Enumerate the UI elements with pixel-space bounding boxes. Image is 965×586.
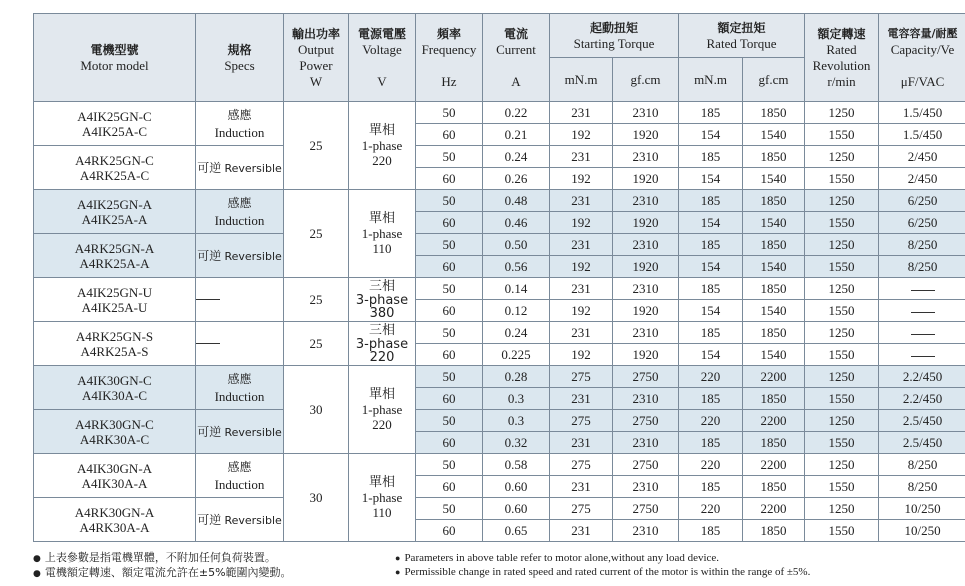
frequency-cell: 50 [416,366,483,388]
start-mnm-cell: 231 [550,278,613,300]
notes-chinese [33,551,292,581]
speed-cell: 1250 [805,410,879,432]
motor-model-name: A4RK25A-C [79,167,150,183]
phase-zh: 單相 [368,211,395,226]
motor-model-cell [34,102,196,146]
spec-zh: 感應 [227,107,252,122]
rated-mnm-cell: 220 [679,366,743,388]
motor-model-name: A4RK30A-C [79,431,150,447]
speed-cell: 1550 [805,476,879,498]
motor-model-name: A4IK25GN-U [76,284,153,300]
start-mnm-cell: 231 [550,146,613,168]
rated-gfcm-cell: 1850 [743,102,805,124]
motor-model-cell [34,498,196,542]
start-gfcm-cell: 2310 [613,476,679,498]
table-row [34,190,965,212]
spec-cell [196,322,284,366]
capacitor-cell: 2.5/450 [879,410,965,432]
spec-label: 可逆 Reversible [197,512,282,527]
spec-cell [196,234,284,278]
start-gfcm-cell: 1920 [613,212,679,234]
motor-model-cell [34,322,196,366]
voltage-cell [349,278,416,322]
spec-cell [196,366,284,410]
dash-mark [911,312,935,313]
start-gfcm-cell: 1920 [613,168,679,190]
voltage-cell [349,454,416,542]
header-model: 電機型號 Motor model [34,14,196,102]
rated-gfcm-cell: 1850 [743,388,805,410]
capacitor-cell [879,300,965,322]
voltage-value: 220 [369,350,395,365]
rated-mnm-cell: 220 [679,454,743,476]
start-mnm-cell: 231 [550,388,613,410]
start-gfcm-cell: 2310 [613,388,679,410]
motor-model-name: A4RK30A-A [79,519,150,535]
start-mnm-cell: 231 [550,190,613,212]
table-row [34,410,965,432]
rated-gfcm-cell: 1540 [743,124,805,146]
speed-cell: 1250 [805,322,879,344]
header-rated-torque-gfcm: gf.cm [743,58,805,102]
spec-cell [196,190,284,234]
rated-mnm-cell: 154 [679,256,743,278]
start-mnm-cell: 275 [550,410,613,432]
table-header [34,14,965,102]
capacitor-cell: 2.2/450 [879,366,965,388]
capacitor-cell: 2.5/450 [879,432,965,454]
current-cell: 0.50 [483,234,550,256]
frequency-cell: 50 [416,102,483,124]
start-gfcm-cell: 2310 [613,102,679,124]
start-mnm-cell: 275 [550,498,613,520]
voltage-cell [349,366,416,454]
spec-en: Induction [214,124,265,140]
current-cell: 0.225 [483,344,550,366]
header-rated-torque: 額定扭矩 Rated Torque [679,14,805,58]
current-cell: 0.46 [483,212,550,234]
speed-cell: 1250 [805,146,879,168]
frequency-cell: 50 [416,278,483,300]
phase-zh: 三相 [368,323,395,338]
speed-cell: 1250 [805,102,879,124]
note-en-1: ● Parameters in above table refer to motor alone,without any load device. [395,552,720,564]
motor-model-name: A4IK25A-C [82,123,147,139]
motor-model-name: A4RK25GN-C [75,152,154,168]
start-gfcm-cell: 1920 [613,344,679,366]
rated-mnm-cell: 220 [679,498,743,520]
note-zh-2: ● 電機額定轉速、額定電流允許在±5%範圍內變動。 [33,566,292,579]
phase-zh: 單相 [368,123,395,138]
start-mnm-cell: 192 [550,256,613,278]
capacitor-cell: 8/250 [879,476,965,498]
phase-zh: 三相 [368,279,395,294]
rated-mnm-cell: 185 [679,476,743,498]
output-cell: 30 [284,454,349,542]
dash-mark [196,299,220,300]
frequency-cell: 50 [416,454,483,476]
frequency-cell: 60 [416,212,483,234]
phase-en: 1-phase [361,402,403,417]
motor-model-name: A4RK25A-S [80,343,149,359]
header-capacitor: 電容容量/耐壓 Capacity/Ve μF/VAC [879,14,965,102]
start-mnm-cell: 192 [550,300,613,322]
phase-zh: 單相 [368,475,395,490]
frequency-cell: 60 [416,124,483,146]
spec-cell [196,278,284,322]
rated-mnm-cell: 185 [679,520,743,542]
capacitor-cell: 2/450 [879,146,965,168]
speed-cell: 1250 [805,234,879,256]
start-gfcm-cell: 2750 [613,366,679,388]
frequency-cell: 50 [416,322,483,344]
spec-cell [196,410,284,454]
speed-cell: 1250 [805,366,879,388]
voltage-value: 110 [372,241,392,256]
motor-model-name: A4IK25GN-C [77,108,152,124]
table-row [34,454,965,476]
rated-mnm-cell: 185 [679,278,743,300]
phase-en: 1-phase [361,490,403,505]
motor-spec-table [33,13,965,542]
capacitor-cell: 2/450 [879,168,965,190]
start-gfcm-cell: 2310 [613,432,679,454]
rated-gfcm-cell: 2200 [743,498,805,520]
header-specs: 規格 Specs [196,14,284,102]
capacitor-cell: 8/250 [879,454,965,476]
start-gfcm-cell: 2310 [613,322,679,344]
note-zh-1: ● 上表參數是指電機單體，不附加任何負荷裝置。 [33,551,276,564]
current-cell: 0.60 [483,498,550,520]
motor-model-name: A4RK30GN-C [75,416,154,432]
motor-model-name: A4RK25GN-S [75,328,154,344]
current-cell: 0.32 [483,432,550,454]
rated-mnm-cell: 185 [679,102,743,124]
table-row [34,322,965,344]
motor-model-name: A4RK30GN-A [74,504,155,520]
start-mnm-cell: 192 [550,124,613,146]
spec-en: Induction [214,388,265,404]
phase-en: 1-phase [361,226,403,241]
capacitor-cell [879,278,965,300]
rated-gfcm-cell: 1850 [743,520,805,542]
table-body [34,102,965,542]
capacitor-cell: 1.5/450 [879,102,965,124]
motor-model-name: A4IK25A-U [81,299,148,315]
motor-model-cell [34,410,196,454]
output-cell: 25 [284,322,349,366]
start-gfcm-cell: 2750 [613,498,679,520]
current-cell: 0.3 [483,388,550,410]
rated-gfcm-cell: 1850 [743,190,805,212]
spec-label: 可逆 Reversible [197,160,282,175]
speed-cell: 1550 [805,344,879,366]
frequency-cell: 60 [416,344,483,366]
voltage-value: 220 [372,153,392,168]
current-cell: 0.65 [483,520,550,542]
frequency-cell: 60 [416,476,483,498]
rated-mnm-cell: 185 [679,388,743,410]
start-mnm-cell: 192 [550,168,613,190]
speed-cell: 1250 [805,454,879,476]
current-cell: 0.56 [483,256,550,278]
speed-cell: 1550 [805,300,879,322]
start-mnm-cell: 275 [550,454,613,476]
motor-model-cell [34,234,196,278]
voltage-value: 110 [372,505,392,520]
start-gfcm-cell: 2310 [613,146,679,168]
start-gfcm-cell: 1920 [613,300,679,322]
voltage-value: 380 [369,306,395,321]
capacitor-cell: 8/250 [879,234,965,256]
capacitor-cell: 10/250 [879,520,965,542]
spec-zh: 感應 [227,459,252,474]
spec-cell [196,454,284,498]
spec-zh: 感應 [227,195,252,210]
start-mnm-cell: 231 [550,520,613,542]
header-output: 輸出功率 Output Power W [284,14,349,102]
rated-mnm-cell: 185 [679,234,743,256]
dash-mark [196,343,220,344]
start-gfcm-cell: 1920 [613,256,679,278]
table-row [34,278,965,300]
rated-mnm-cell: 220 [679,410,743,432]
dash-mark [911,334,935,335]
table-row [34,498,965,520]
motor-model-name: A4IK30A-A [81,475,148,491]
header-voltage: 電源電壓 Voltage V [349,14,416,102]
capacitor-cell: 6/250 [879,190,965,212]
start-mnm-cell: 192 [550,344,613,366]
rated-gfcm-cell: 1850 [743,278,805,300]
rated-mnm-cell: 154 [679,212,743,234]
rated-mnm-cell: 185 [679,190,743,212]
motor-model-cell [34,366,196,410]
rated-mnm-cell: 154 [679,124,743,146]
rated-gfcm-cell: 1850 [743,432,805,454]
spec-cell [196,498,284,542]
output-cell: 25 [284,102,349,190]
motor-model-name: A4RK25A-A [79,255,150,271]
rated-gfcm-cell: 1540 [743,168,805,190]
capacitor-cell: 10/250 [879,498,965,520]
rated-gfcm-cell: 1540 [743,300,805,322]
frequency-cell: 60 [416,432,483,454]
frequency-cell: 50 [416,410,483,432]
motor-model-name: A4IK30GN-C [77,372,152,388]
frequency-cell: 50 [416,146,483,168]
start-mnm-cell: 231 [550,432,613,454]
phase-en: 3-phase [355,337,409,352]
motor-model-name: A4IK30A-C [82,387,147,403]
table-row [34,146,965,168]
current-cell: 0.26 [483,168,550,190]
rated-gfcm-cell: 1850 [743,322,805,344]
capacitor-cell [879,344,965,366]
capacitor-cell: 8/250 [879,256,965,278]
speed-cell: 1250 [805,190,879,212]
motor-model-name: A4IK25A-A [81,211,148,227]
header-starting-torque-gfcm: gf.cm [613,58,679,102]
rated-gfcm-cell: 1540 [743,212,805,234]
table-row [34,366,965,388]
rated-mnm-cell: 185 [679,146,743,168]
spec-en: Induction [214,476,265,492]
spec-label: 可逆 Reversible [197,424,282,439]
current-cell: 0.24 [483,322,550,344]
header-current: 電流 Current A [483,14,550,102]
current-cell: 0.24 [483,146,550,168]
frequency-cell: 60 [416,168,483,190]
start-mnm-cell: 231 [550,322,613,344]
speed-cell: 1550 [805,388,879,410]
capacitor-cell: 6/250 [879,212,965,234]
rated-gfcm-cell: 2200 [743,454,805,476]
phase-en: 3-phase [355,293,409,308]
dash-mark [911,290,935,291]
frequency-cell: 50 [416,498,483,520]
frequency-cell: 50 [416,234,483,256]
table-row [34,234,965,256]
output-cell: 30 [284,366,349,454]
spec-zh: 感應 [227,371,252,386]
header-starting-torque-mnm: mN.m [550,58,613,102]
dash-mark [911,356,935,357]
voltage-cell [349,190,416,278]
rated-mnm-cell: 154 [679,300,743,322]
current-cell: 0.14 [483,278,550,300]
motor-model-name: A4IK30GN-A [76,460,153,476]
motor-model-cell [34,454,196,498]
header-rated-torque-mnm: mN.m [679,58,743,102]
header-rated-speed: 額定轉速 Rated Revolution r/min [805,14,879,102]
rated-gfcm-cell: 1850 [743,146,805,168]
motor-model-name: A4RK25GN-A [74,240,155,256]
start-gfcm-cell: 2310 [613,278,679,300]
rated-gfcm-cell: 2200 [743,410,805,432]
rated-gfcm-cell: 1540 [743,256,805,278]
motor-model-cell [34,278,196,322]
start-gfcm-cell: 2310 [613,234,679,256]
motor-model-cell [34,146,196,190]
current-cell: 0.21 [483,124,550,146]
frequency-cell: 60 [416,300,483,322]
rated-gfcm-cell: 1540 [743,344,805,366]
speed-cell: 1550 [805,256,879,278]
rated-mnm-cell: 154 [679,168,743,190]
voltage-value: 220 [372,417,392,432]
phase-en: 1-phase [361,138,403,153]
rated-gfcm-cell: 1850 [743,234,805,256]
start-gfcm-cell: 2750 [613,410,679,432]
spec-en: Induction [214,212,265,228]
capacitor-cell: 2.2/450 [879,388,965,410]
start-mnm-cell: 231 [550,102,613,124]
frequency-cell: 50 [416,190,483,212]
current-cell: 0.60 [483,476,550,498]
speed-cell: 1550 [805,432,879,454]
speed-cell: 1550 [805,168,879,190]
table-row [34,102,965,124]
motor-model-cell [34,190,196,234]
rated-mnm-cell: 185 [679,432,743,454]
voltage-cell [349,102,416,190]
current-cell: 0.28 [483,366,550,388]
start-gfcm-cell: 2310 [613,190,679,212]
start-gfcm-cell: 2310 [613,520,679,542]
frequency-cell: 60 [416,520,483,542]
capacitor-cell [879,322,965,344]
rated-gfcm-cell: 2200 [743,366,805,388]
phase-zh: 單相 [368,387,395,402]
speed-cell: 1550 [805,212,879,234]
start-mnm-cell: 231 [550,234,613,256]
voltage-cell [349,322,416,366]
current-cell: 0.22 [483,102,550,124]
rated-mnm-cell: 154 [679,344,743,366]
speed-cell: 1550 [805,520,879,542]
speed-cell: 1250 [805,498,879,520]
current-cell: 0.3 [483,410,550,432]
notes-english [395,551,810,579]
spec-cell [196,146,284,190]
spec-cell [196,102,284,146]
output-cell: 25 [284,190,349,278]
speed-cell: 1250 [805,278,879,300]
frequency-cell: 60 [416,256,483,278]
start-mnm-cell: 231 [550,476,613,498]
start-gfcm-cell: 1920 [613,124,679,146]
output-cell: 25 [284,278,349,322]
spec-label: 可逆 Reversible [197,248,282,263]
capacitor-cell: 1.5/450 [879,124,965,146]
start-gfcm-cell: 2750 [613,454,679,476]
note-en-2: ● Permissible change in rated speed and rated current of the motor is within the range of ±5%. [395,566,811,578]
current-cell: 0.58 [483,454,550,476]
rated-gfcm-cell: 1850 [743,476,805,498]
speed-cell: 1550 [805,124,879,146]
start-mnm-cell: 275 [550,366,613,388]
header-frequency: 頻率 Frequency Hz [416,14,483,102]
header-starting-torque: 起動扭矩 Starting Torque [550,14,679,58]
rated-mnm-cell: 185 [679,322,743,344]
current-cell: 0.48 [483,190,550,212]
start-mnm-cell: 192 [550,212,613,234]
frequency-cell: 60 [416,388,483,410]
motor-model-name: A4IK25GN-A [76,196,153,212]
current-cell: 0.12 [483,300,550,322]
